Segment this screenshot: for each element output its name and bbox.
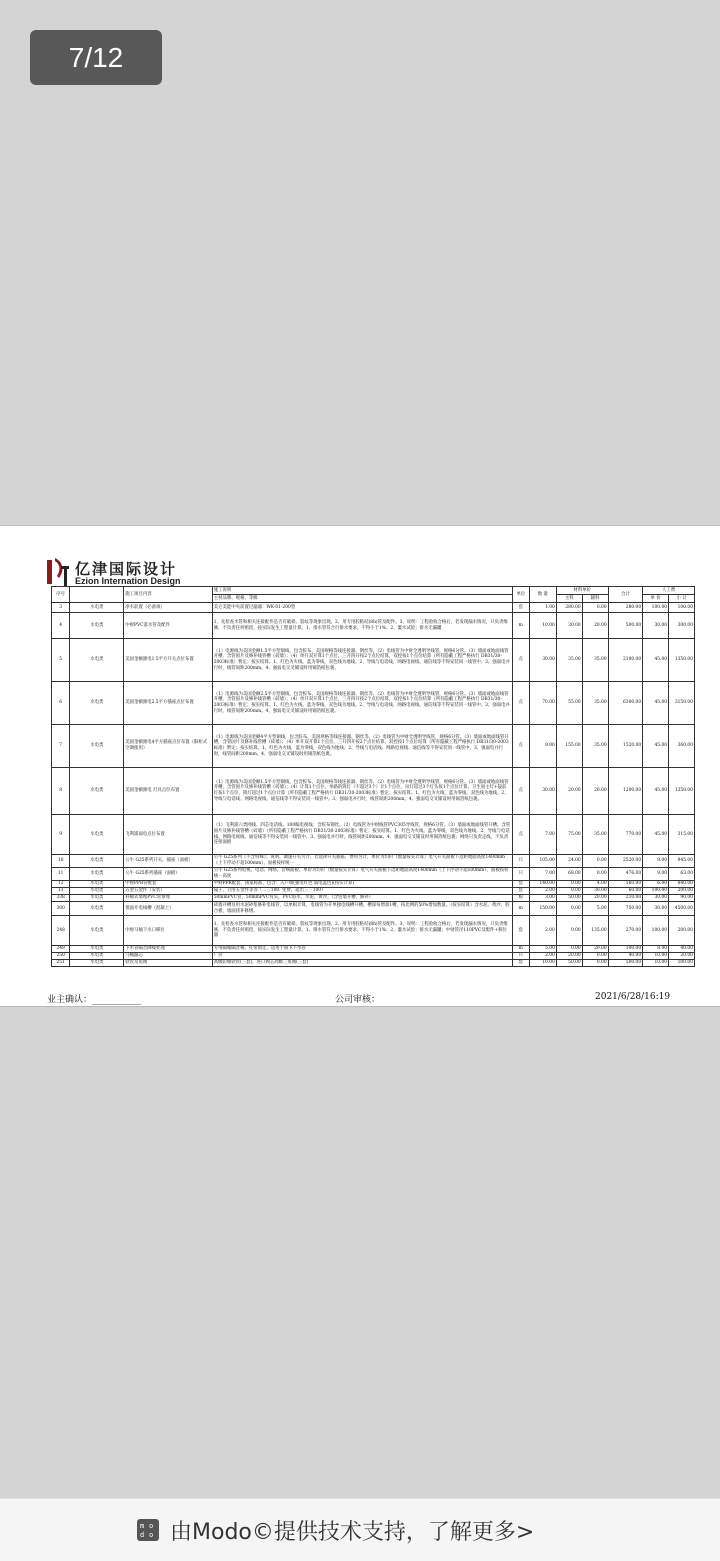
header-labor-subtotal: 小 计 [669,595,695,603]
cell-aux-price: 20.00 [582,613,608,639]
cell-item: 美国金额源电1.5平方开关点位布置 [124,639,212,682]
table-row [52,960,695,967]
cell-category: 水电类 [70,603,124,613]
header-desc-sub: 主材品牌、规格、等级 [212,595,512,603]
cell-main-price: 280.00 [556,603,582,613]
cell-total: 60.00 [608,888,643,895]
cell-seq: 4 [52,613,70,639]
cell-item: 中财PPR管配套 [124,881,212,888]
cell-unit: m [512,902,529,916]
table-row [52,682,695,725]
cell-seq: 250 [52,953,70,960]
cell-unit: 套 [512,960,529,967]
cell-main-price: 155.00 [556,725,582,768]
cell-seq: 10 [52,855,70,868]
cell-total: 750.00 [608,902,643,916]
cell-qty: 2.00 [529,916,556,946]
cell-desc: 中财PPR配套，国家标准，包含：入户端(强电红色 弱电蓝色)(按实计算) [212,881,512,888]
cell-item: 净水前置（必备项） [124,603,212,613]
table-row [52,725,695,768]
cell-category: 水电类 [70,888,124,895]
cell-item: 软管及角阀 [124,960,212,967]
cell-main-price: 30.00 [556,613,582,639]
logo-english-name: Ezion Internation Design [75,576,181,586]
cell-unit: 只 [512,868,529,881]
cell-desc: 高级防爆软管(三套)，进口阀芯高级三角阀(三套) [212,960,512,967]
cell-unit: 套 [512,881,529,888]
cell-main-price: 20.00 [556,768,582,815]
logo-mark-icon [45,556,71,588]
cell-qty: 10.00 [529,960,556,967]
cell-seq: 7 [52,725,70,768]
cell-aux-price: 135.00 [582,916,608,946]
modo-support-link[interactable]: 由Modo©提供技术支持，了解更多> [170,1520,535,1545]
cell-desc: （1）电源线为美国金额2.5平方型铜线，包含胶布、美国规格等线连接器、钢丝等。（2）电线管为中财全透明导线管，规格6分管。（3）墙面或地面线管开槽，含管固片及修补线管槽（砖墙）；（4）单开双开算1个点位，三开四开按2个点位结算，双控按1个点位结算（所有隐蔽工程严格执行 DB31/30-2003标准）暂定；按实结算。1、红色为火线，蓝为零线，双色线为地线。2、导线与电话线、网路电视线、通信线等不得安装同一线管中。3、强弱电并行时，线管间距200mm。4、强弱电交叉铺设时用锡箔纸包裹。 [212,682,512,725]
cell-unit: 只 [512,855,529,868]
cell-labor-price: 8.00 [643,946,669,953]
cell-main-price: 0.00 [556,916,582,946]
cell-qty: 30.00 [529,768,556,815]
cell-unit: 只 [512,953,529,960]
modo-support-bar[interactable] [0,1498,720,1561]
cell-labor-subtotal: 3150.00 [669,682,695,725]
cell-main-price: 0.00 [556,946,582,953]
cell-qty: 140.00 [529,881,556,888]
cell-seq: 3 [52,603,70,613]
header-qty: 数 量 [529,587,556,603]
cell-unit: 点 [512,639,529,682]
cell-main-price: 0.00 [556,902,582,916]
cell-aux-price: 0.00 [582,868,608,881]
cell-aux-price: 20.00 [582,768,608,815]
cell-item: 中财马桶下水口移位 [124,916,212,946]
cell-labor-subtotal: 20.00 [669,953,695,960]
cell-labor-price: 45.00 [643,682,669,725]
table-row [52,603,695,613]
table-row [52,902,695,916]
cell-item: 中财PVC落水管及配件 [124,613,212,639]
cell-item: 飞利浦弱电点位布置 [124,815,212,855]
cell-desc: 镜子、卫浴五金件等等（二三100. 免费，超出三三100） [212,888,512,895]
cell-main-price: 35.00 [556,639,582,682]
cell-labor-subtotal: 200.00 [669,888,695,895]
cell-labor-price: 30.00 [643,902,669,916]
cell-total: 280.00 [608,603,643,613]
cell-qty: 30.00 [529,639,556,682]
cell-total: 476.00 [608,868,643,881]
cell-item: 美国金额源电4平方插座点位布置（限柜式空调使用） [124,725,212,768]
cell-labor-price: 100.00 [643,916,669,946]
cell-labor-price: 45.00 [643,768,669,815]
table-row [52,881,695,888]
cell-main-price: 0.00 [556,888,582,895]
table-header [52,587,695,603]
cell-total: 560.00 [608,881,643,888]
cell-desc: 1、先检查水管和相关连接配件是否有破损、裂纹等现象出现。2、用专用胶粘结(8h)管及配件。3、说明：工程验收合格后，若发现漏水情况，只负责维修，不负责任何赔偿，按实际发生工程量计算。1、排水管符合行排水要求，不得小于1%；2、灌水试验；排水无漏罐 [212,613,512,639]
cell-desc: 砖墙开槽及用水泥砂浆修补电线管，以单根计算，电线管为开单独电线槽开槽，槽深每增加1槽，按比例的50%增加数量。（按实结算）含水泥、黄沙、胶合板，墙面找补修缮。 [212,902,512,916]
cell-category: 水电类 [70,953,124,960]
company-review: 公司审核： [335,995,381,1005]
header-labor: 人工费 [643,587,695,595]
cell-seq: 8 [52,768,70,815]
cell-desc: （1）电源线为美国金额1.5平方型铜线，包含胶布、美国规格等线连接器、钢丝等。（2）电线管为中财全透明导线管，规格6分管。（3）墙面或地面线管开槽，含管固片及修补线管槽（砖墙）；（4）计算1个点位，单路的筒灯（不超过3个）计1个点位，吊灯超过3个灯头按1个点位计算。卫生间主灯+镜前灯按1个点位，筒灯超过1个点位计算（所有隐蔽工程严格执行 DB31/30-2003标准）暂定；按实结算。1、红色为火线，蓝为零线，双色线为地线。2、导线与电话线、网路电视线、通信线等不得安装同一线管中。3、强弱电并行时，线管间距200mm。4、强弱电交叉铺设时用锡箔纸包裹。 [212,768,512,815]
cell-unit: 点 [512,815,529,855]
table-row [52,946,695,953]
cell-labor-subtotal: 945.00 [669,855,695,868]
table-row [52,868,695,881]
cell-item: 公牛 G25系列插座（面板） [124,868,212,881]
company-logo [45,556,225,588]
cell-qty: 150.00 [529,902,556,916]
cell-qty: 7.00 [529,868,556,881]
table-row [52,768,695,815]
cell-labor-price: 9.00 [643,855,669,868]
cell-labor-price: 6.00 [643,881,669,888]
cell-category: 水电类 [70,639,124,682]
cell-aux-price: 35.00 [582,815,608,855]
cell-main-price: 75.00 [556,815,582,855]
cell-main-price: 0.00 [556,881,582,888]
header-aux-material: 辅料 [582,595,608,603]
cell-unit: 点 [512,725,529,768]
cell-category: 水电类 [70,895,124,902]
header-material-price: 材料单价 [556,587,608,595]
cell-labor-price: 9.00 [643,868,669,881]
cell-category: 水电类 [70,881,124,888]
cell-qty: 7.00 [529,815,556,855]
table-row [52,639,695,682]
cell-category: 水电类 [70,868,124,881]
cell-aux-price: 35.00 [582,639,608,682]
cell-total: 2520.00 [608,855,643,868]
cell-aux-price: 4.00 [582,881,608,888]
cell-aux-price: 0.00 [582,603,608,613]
cell-desc: 1、先检查水管和相关连接配件是否有破损、裂纹等现象出现。2、用专用胶粘结(8h)管及配件。3、说明：工程验收合格后，若发现漏水情况，只负责维修，不负责任何赔偿，按实际发生工程量计算。1、排水管符合行排水要求，不得小于1%；2、灌水试验；排水无漏罐；中财管径110PVC及配件+移位器 [212,916,512,946]
header-seq: 序号 [52,587,70,603]
cell-labor-subtotal: 840.00 [669,881,695,888]
cell-item: 墙面开电线槽（混凝土） [124,902,212,916]
document-date: 2021/6/28/16:19 [595,992,671,1002]
cell-aux-price: 0.00 [582,855,608,868]
cell-total: 270.00 [608,916,643,946]
cell-item: 下水管隔音降噪处理 [124,946,212,953]
cell-labor-subtotal: 200.00 [669,916,695,946]
cell-unit: 套 [512,888,529,895]
cell-seq: 251 [52,960,70,967]
cell-desc: 美仑美能中央前置过滤器：WK-01-200型 [212,603,512,613]
cell-labor-subtotal: 360.00 [669,725,695,768]
cell-item: 美国金额源电2.5平方插座点位布置 [124,682,212,725]
cell-unit: 点 [512,768,529,815]
cell-qty: 105.00 [529,855,556,868]
cell-category: 水电类 [70,960,124,967]
cell-desc: 厂价 [212,953,512,960]
owner-confirmation: 业主确认：___________ [47,995,142,1005]
cell-category: 水电类 [70,815,124,855]
cell-main-price: 20.00 [556,953,582,960]
cell-labor-subtotal: 315.00 [669,815,695,855]
table-row [52,888,695,895]
cell-labor-price: 45.00 [643,725,669,768]
table-row [52,895,695,902]
table-row [52,916,695,946]
cell-total: 6300.00 [608,682,643,725]
cell-qty: 10.00 [529,613,556,639]
logo-chinese-name: 亿津国际设计 [75,560,178,578]
cell-total: 40.00 [608,953,643,960]
page-indicator: 7/12 [30,30,162,85]
cell-item: 美国金额源电 灯具点位布置 [124,768,212,815]
cell-seq: 249 [52,946,70,953]
cell-category: 水电类 [70,768,124,815]
cell-aux-price: 20.00 [582,946,608,953]
cell-category: 水电类 [70,682,124,725]
cell-labor-price: 100.00 [643,888,669,895]
header-item: 施工项目内容 [124,587,212,603]
header-unit: 单位 [512,587,529,603]
cell-total: 500.00 [608,613,643,639]
cell-qty: 2.00 [529,953,556,960]
cell-labor-price: 30.00 [643,613,669,639]
cell-aux-price: 0.00 [582,960,608,967]
table-row [52,613,695,639]
cell-labor-price: 30.00 [643,895,669,902]
quotation-table [51,586,695,967]
cell-qty: 2.00 [529,888,556,895]
header-main-material: 主料 [556,595,582,603]
cell-labor-subtotal: 1350.00 [669,639,695,682]
table-body [52,603,695,967]
cell-item: 五金五金件（安装） [124,888,212,895]
cell-qty: 3.00 [529,895,556,902]
cell-qty: 1.00 [529,603,556,613]
cell-labor-price: 45.00 [643,815,669,855]
cell-qty: 5.00 [529,946,556,953]
cell-unit: 根 [512,895,529,902]
cell-main-price: 68.00 [556,868,582,881]
cell-labor-subtotal: 4500.00 [669,902,695,916]
cell-labor-price: 100.00 [643,603,669,613]
table-row [52,815,695,855]
cell-category: 水电类 [70,902,124,916]
cell-seq: 11 [52,868,70,881]
cell-labor-subtotal: 1350.00 [669,768,695,815]
header-total: 合计 [608,587,643,603]
cell-category: 水电类 [70,855,124,868]
header-labor-price: 单 价 [643,595,669,603]
cell-unit: 套 [512,603,529,613]
cell-aux-price: 35.00 [582,725,608,768]
cell-unit: 套 [512,916,529,946]
cell-desc: （1）电源线为美国金额1.5平方型铜线，包含胶布、美国规格等线连接器、钢丝等。（2）电线管为中财全透明导线管，规格6分管。（3）墙面或地面线管开槽，含管固片及修补线管槽（砖墙）；（4）单开双开算1个点位，三开四开按2个点位结算，双控按1个点位结算（所有隐蔽工程严格执行 DB31/30-2003标准）暂定；按实结算。1、红色为火线，蓝为零线，双色线为地线。2、导线与电话线、网路电视线、通信线等不得安装同一线管中。3、强弱电并行时，线管间距200mm。4、强弱电交叉铺设时用锡箔纸包裹。 [212,639,512,682]
cell-total: 100.00 [608,946,643,953]
cell-labor-subtotal: 100.00 [669,960,695,967]
cell-total: 210.00 [608,895,643,902]
cell-labor-subtotal: 40.00 [669,946,695,953]
header-desc: 施工说明 [212,587,512,595]
cell-desc: 专用隔噪隔音棉，扎带固定。适用于厨卫下水管 [212,946,512,953]
cell-desc: （1）飞利浦六类网线、四芯电话线、100编电视线；含胶布钢丝。（2）电线管为中财线管PVC305导线管，规格6分管。（3）墙面或地面线管开槽，含管固片及修补线管槽（砖墙）（所有隐蔽工程严格执行 DB31/30-2003标准）暂定；按实结算。1、红色为火线，蓝为零线，双色线为地线。2、导线与电话线、网路电视线、通信线等不得安装同一线管中。3、强弱电并行时，线管间距200mm。4、强弱电交叉铺设时用锡箔纸包裹；网络只负责走线，不负责连接面板 [212,815,512,855]
header-category [70,587,124,603]
cell-aux-price: 30.00 [582,888,608,895]
cell-labor-subtotal: 90.00 [669,895,695,902]
cell-labor-price: 10.00 [643,953,669,960]
cell-category: 水电类 [70,946,124,953]
cell-category: 水电类 [70,725,124,768]
table-row [52,953,695,960]
cell-item: 马桶滤芯 [124,953,212,960]
cell-main-price: 50.00 [556,895,582,902]
cell-unit: 点 [512,682,529,725]
cell-seq: 5 [52,639,70,682]
cell-aux-price: 0.00 [582,953,608,960]
cell-main-price: 50.00 [556,960,582,967]
table-row [52,855,695,868]
cell-qty: 70.00 [529,682,556,725]
cell-item: 科顿式墙埋PVC管预埋 [124,895,212,902]
cell-desc: （1）电源线为美国金额4平方型铜线，包含胶布、美国规格等线连接器、钢丝等。（2）电线管为中财全透明导线管，规格6分管。（3）墙面或地面线管开槽，含管固片及修补线管槽（砖墙）；（4）单开双开算1个点位，三开四开按2个点位结算，双控按1个点位结算（所有隐蔽工程严格执行 DB31/30-2003标准）暂定；按实结算。1、红色为火线，蓝为零线，双色线为地线。2、导线与电话线、网路电视线、通信线等不得安装同一线管中。3、强弱电并行时，线管间距200mm。4、强弱电交叉铺设时用锡箔纸包裹。 [212,725,512,768]
cell-category: 水电类 [70,916,124,946]
cell-labor-subtotal: 63.00 [669,868,695,881]
cell-labor-subtotal: 300.00 [669,613,695,639]
cell-category: 水电类 [70,613,124,639]
modo-logo-icon: m o d o [137,1519,159,1541]
cell-main-price: 24.00 [556,855,582,868]
cell-labor-price: 45.00 [643,639,669,682]
quotation-document [0,525,720,1007]
cell-aux-price: 20.00 [582,895,608,902]
cell-total: 1200.00 [608,768,643,815]
cell-unit: m [512,946,529,953]
cell-total: 1520.00 [608,725,643,768]
cell-seq: 248 [52,916,70,946]
cell-total: 2100.00 [608,639,643,682]
cell-labor-price: 10.00 [643,960,669,967]
cell-labor-subtotal: 100.00 [669,603,695,613]
cell-seq: 300 [52,902,70,916]
cell-seq: 9 [52,815,70,855]
cell-aux-price: 5.00 [582,902,608,916]
cell-unit: m [512,613,529,639]
cell-desc: 公牛 G25系列电视、电话、网络、音响面板。单价为均价（数量按实计算）电气开关面板下边距地面高度1400mm（上下浮动不超100mm），面板按样统一高度 [212,868,512,881]
cell-total: 500.00 [608,960,643,967]
cell-qty: 8.00 [529,725,556,768]
cell-seq: 13 [52,888,70,895]
cell-main-price: 55.00 [556,682,582,725]
cell-desc: 公牛 G25系列（不含特殊）；说明、调速开关另计，若选择开关插座，费用另计，单价为均价（数量按实计算）电气开关面板下边距地面高度1400mm（上下浮动不超100mm），面板按样统一 [212,855,512,868]
cell-seq: 12 [52,881,70,888]
cell-aux-price: 35.00 [582,682,608,725]
cell-desc: 50mmPVC管，50mmPVC弯头，PVC胶水，水泥，黄沙。（含包墙开槽、修补） [212,895,512,902]
cell-seq: 6 [52,682,70,725]
cell-seq: 338 [52,895,70,902]
cell-item: 公牛 G25系列开关、插座（面板） [124,855,212,868]
cell-total: 770.00 [608,815,643,855]
